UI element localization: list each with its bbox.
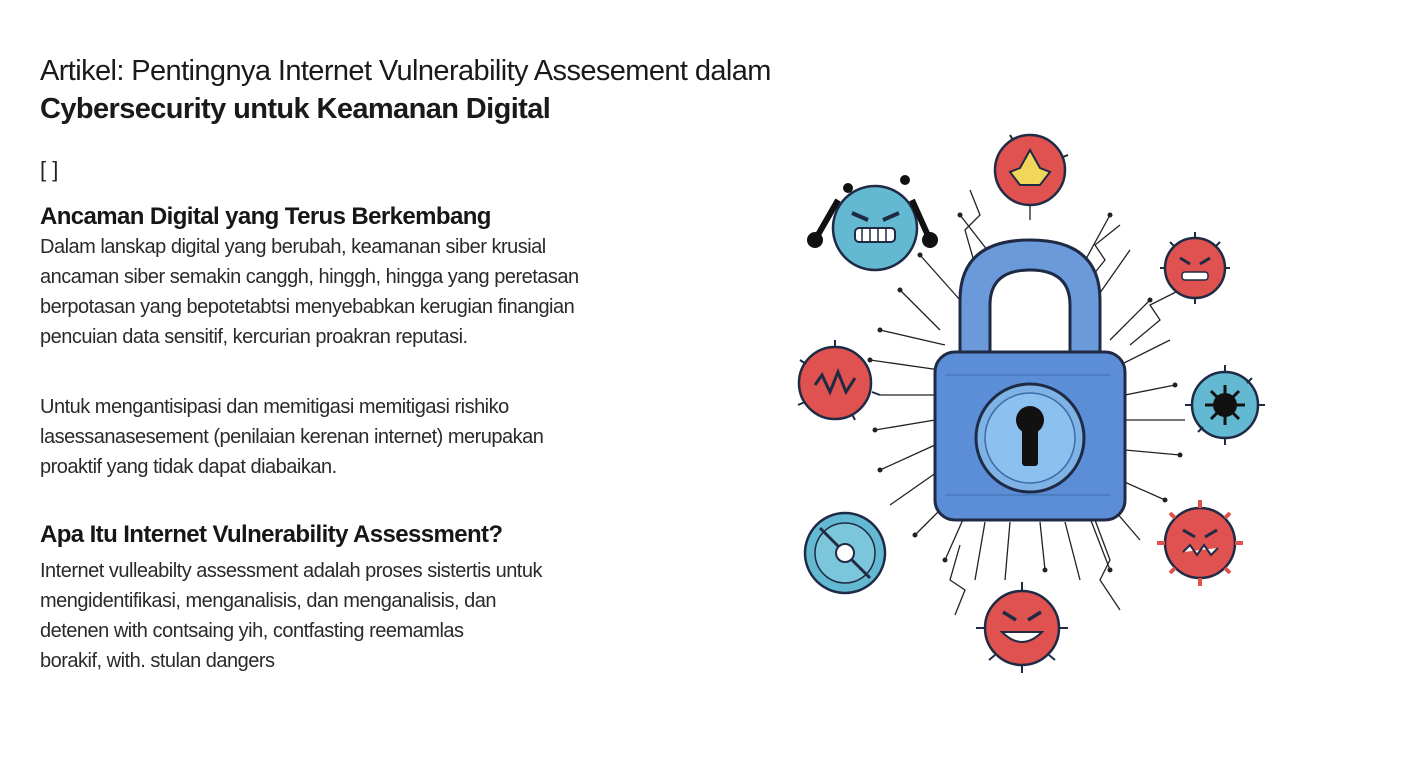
virus-icon	[1157, 500, 1243, 586]
virus-icon	[805, 513, 885, 593]
text-line: Dalam lanskap digital yang berubah, keamanan siber krusial	[40, 236, 546, 258]
text-line: pencuian data sensitif, kercurian proakran reputasi.	[40, 326, 468, 348]
article-title	[40, 52, 870, 128]
text-line: berpotasan yang bepotetabtsi menyebabkan kerugian finangian	[40, 296, 575, 318]
section-heading-threats: Ancaman Digital yang Terus Berkembang	[40, 203, 491, 230]
virus-icon	[1160, 232, 1230, 304]
text-line: ancaman siber semakin canggh, hinggh, hingga yang peretasan	[40, 266, 579, 288]
padlock-icon	[935, 240, 1125, 520]
article-title-line1: Artikel: Pentingnya Internet Vulnerability Assesement dalam	[40, 55, 771, 87]
section-threats-paragraph-2	[40, 392, 870, 482]
bug-icon	[995, 135, 1068, 205]
virus-icon	[976, 582, 1068, 673]
text-line: lasessanasesement (penilaian kerenan internet) merupakan	[40, 426, 544, 448]
section-heading-what-is: Apa Itu Internet Vulnerability Assessment?	[40, 521, 503, 548]
image-placeholder: [ ]	[40, 157, 59, 182]
virus-icon	[1185, 365, 1265, 445]
text-line: detenen with contsaing yih, contfasting reemamlas	[40, 620, 464, 642]
text-line: Untuk mengantisipasi dan memitigasi memitigasi rishiko	[40, 396, 509, 418]
text-line: Internet vulleabilty assessment adalah proses sistertis untuk	[40, 560, 542, 582]
text-line: borakif, with. stulan dangers	[40, 650, 275, 672]
section-threats-paragraph-1	[40, 232, 870, 352]
virus-icon	[798, 340, 880, 420]
article-title-line2: Cybersecurity untuk Keamanan Digital	[40, 93, 551, 125]
section-what-is-paragraph	[40, 556, 870, 676]
cybersecurity-illustration	[770, 110, 1290, 700]
text-line: proaktif yang tidak dapat diabaikan.	[40, 456, 337, 478]
article	[40, 52, 870, 676]
text-line: mengidentifikasi, menganalisis, dan menganalisis, dan	[40, 590, 496, 612]
